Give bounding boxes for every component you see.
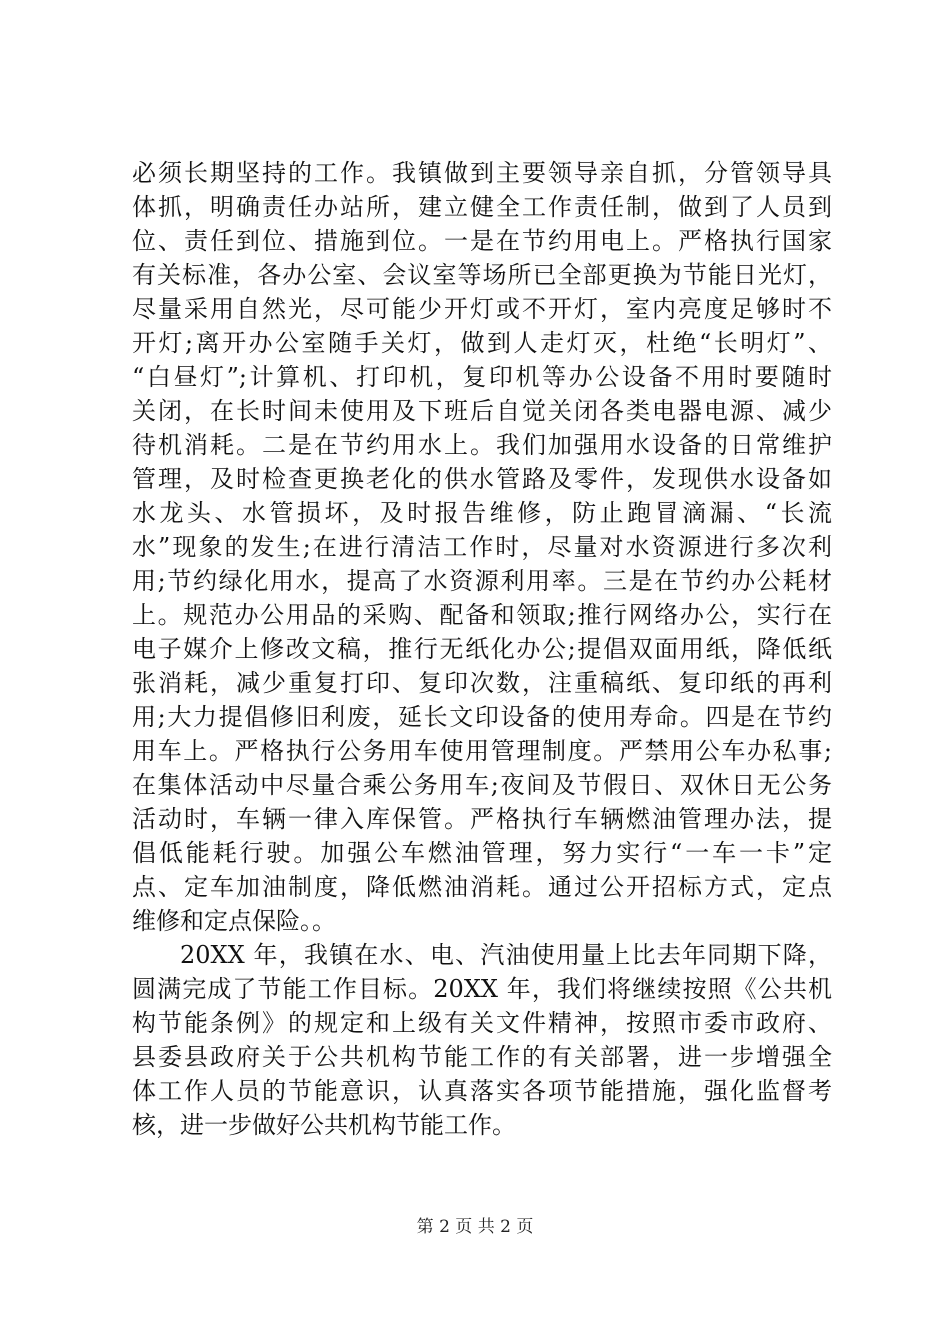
- text-line: 活动时，车辆一律入库保管。严格执行车辆燃油管理办法，提: [132, 805, 832, 833]
- text-line: 用;大力提倡修旧利废，延长文印设备的使用寿命。四是在节约: [132, 703, 832, 731]
- text-line: 点、定车加油制度，降低燃油消耗。通过公开招标方式，定点: [132, 873, 832, 901]
- text-line: 电子媒介上修改文稿，推行无纸化办公;提倡双面用纸，降低纸: [132, 635, 832, 663]
- text-line: 待机消耗。二是在节约用水上。我们加强用水设备的日常维护: [132, 431, 832, 459]
- document-body: [132, 156, 832, 1142]
- text-line: 开灯;离开办公室随手关灯，做到人走灯灭，杜绝“长明灯”、: [132, 329, 832, 357]
- text-line: 体抓，明确责任办站所，建立健全工作责任制，做到了人员到: [132, 193, 832, 221]
- paragraph-2: [132, 938, 832, 1142]
- text-line: 尽量采用自然光，尽可能少开灯或不开灯，室内亮度足够时不: [132, 295, 832, 323]
- text-line: 在集体活动中尽量合乘公务用车;夜间及节假日、双休日无公务: [132, 771, 832, 799]
- paragraph-1: [132, 156, 832, 938]
- text-line: 体工作人员的节能意识，认真落实各项节能措施，强化监督考: [132, 1077, 832, 1105]
- text-line: 位、责任到位、措施到位。一是在节约用电上。严格执行国家: [132, 227, 832, 255]
- text-line: 必须长期坚持的工作。我镇做到主要领导亲自抓，分管领导具: [132, 159, 832, 187]
- text-line: 倡低能耗行驶。加强公车燃油管理，努力实行“一车一卡”定: [132, 839, 832, 867]
- text-line: “白昼灯”;计算机、打印机，复印机等办公设备不用时要随时: [132, 363, 832, 391]
- page-footer: 第 2 页 共 2 页: [416, 1217, 534, 1237]
- text-line: 县委县政府关于公共机构节能工作的有关部署，进一步增强全: [132, 1043, 832, 1071]
- text-line: 有关标准，各办公室、会议室等场所已全部更换为节能日光灯，: [132, 261, 832, 289]
- text-line: 张消耗，减少重复打印、复印次数，注重稿纸、复印纸的再利: [132, 669, 832, 697]
- text-line: 用车上。严格执行公务用车使用管理制度。严禁用公车办私事;: [132, 737, 832, 765]
- text-line: 管理，及时检查更换老化的供水管路及零件，发现供水设备如: [132, 465, 832, 493]
- text-line: 维修和定点保险。。: [132, 907, 336, 935]
- text-line: 上。规范办公用品的采购、配备和领取;推行网络办公，实行在: [132, 601, 832, 629]
- text-line: 构节能条例》的规定和上级有关文件精神，按照市委市政府、: [132, 1009, 832, 1037]
- text-line: 圆满完成了节能工作目标。20XX 年，我们将继续按照《公共机: [132, 975, 832, 1003]
- text-line: 水”现象的发生;在进行清洁工作时，尽量对水资源进行多次利: [132, 533, 832, 561]
- text-line: 用;节约绿化用水，提高了水资源利用率。三是在节约办公耗材: [132, 567, 832, 595]
- text-line: 核，进一步做好公共机构节能工作。: [132, 1111, 516, 1139]
- text-line: 20XX 年，我镇在水、电、汽油使用量上比去年同期下降，: [180, 941, 832, 969]
- text-line: 关闭，在长时间未使用及下班后自觉关闭各类电器电源、减少: [132, 397, 832, 425]
- text-line: 水龙头、水管损坏，及时报告维修，防止跑冒滴漏、“长流: [132, 499, 832, 527]
